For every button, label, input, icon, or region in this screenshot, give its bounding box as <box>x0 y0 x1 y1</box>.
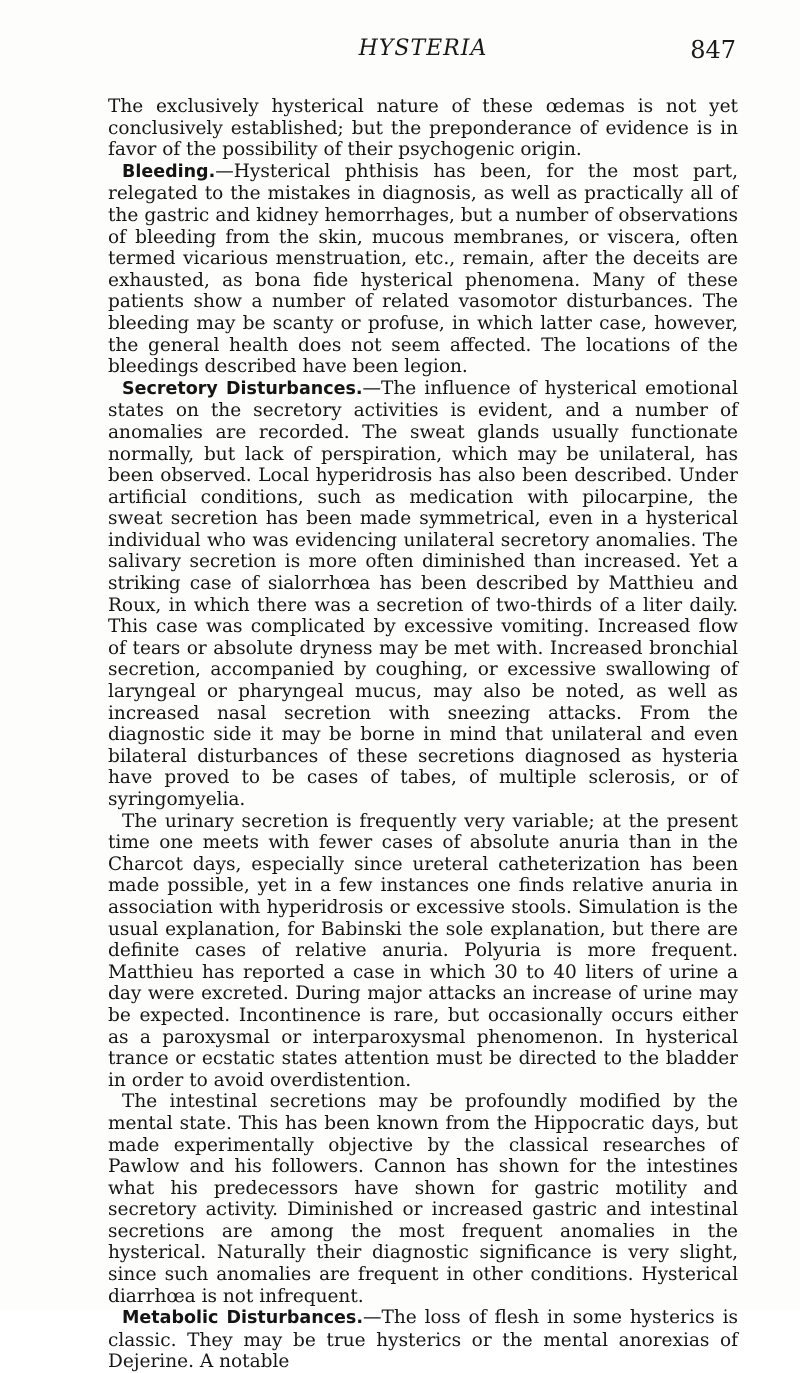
paragraph-text: The exclusively hysterical nature of these œdemas is not yet conclusively established; but the preponderance of evidence is in favor of the possibility of their psychogenic origin. <box>108 96 738 161</box>
paragraph-intestinal <box>108 1091 738 1307</box>
paragraph-text: The urinary secretion is frequently very variable; at the present time one meets with fewer cases of absolute anuria than in the Charcot days, especially since ureteral catheterization has been made possible, yet in a few instances one finds relative anuria in association with hyperidrosis or excessive stools. Simulation is the usual explanation, for Babinski the sole explanation, but there are definite cases of relative anuria. Polyuria is more frequent. Matthieu has reported a case in which 30 to 40 liters of urine a day were excreted. During major attacks an increase of urine may be expected. Incontinence is rare, but occasionally occurs either as a paroxysmal or interparoxysmal phenomenon. In hysterical trance or ecstatic states attention must be directed to the bladder in order to avoid overdistention. <box>108 810 738 1091</box>
paragraph-oedemas <box>108 96 738 161</box>
section-heading-metabolic-disturbances: Metabolic Disturbances. <box>122 1308 363 1329</box>
paragraph-text: —The loss of flesh in some hysterics is classic. They may be true hysterics or the mental anorexias of Dejerine. A notable <box>108 1307 738 1373</box>
paragraph-text: The intestinal secretions may be profoundly modified by the mental state. This has been known from the Hippocratic days, but made experimentally objective by the classical researches of Pawlow and his followers. Cannon has shown for the intestines what his predecessors have shown for gastric motility and secretory activity. Diminished or increased gastric and intestinal secretions are among the most frequent anomalies in the hysterical. Naturally their diagnostic significance is very slight, since such anomalies are frequent in other conditions. Hysterical diarrhœa is not infrequent. <box>108 1091 738 1307</box>
body-text <box>108 96 738 1373</box>
paragraph-metabolic <box>108 1307 738 1373</box>
paragraph-bleeding <box>108 161 738 378</box>
paragraph-text: —The influence of hysterical emotional states on the secretory activities is evident, and a number of anomalies are recorded. The sweat glands usually functionate normally, but lack of perspiration, which may be unilateral, has been observed. Local hyperidrosis has also been described. Under artificial conditions, such as medication with pilocarpine, the sweat secretion has been made symmetrical, even in a hysterical individual who was evidencing unilateral secretory anomalies. The salivary secretion is more often diminished than increased. Yet a striking case of sialorrhœa has been described by Matthieu and Roux, in which there was a secretion of two-thirds of a liter daily. This case was complicated by excessive vomiting. Increased flow of tears or absolute dryness may be met with. Increased bronchial secretion, accompanied by coughing, or excessive swallowing of laryngeal or pharyngeal mucus, may also be noted, as well as increased nasal secretion with sneezing attacks. From the diagnostic side it may be borne in mind that unilateral and even bilateral disturbances of these secretions diagnosed as hysteria have proved to be cases of tabes, of multiple sclerosis, or of syringomyelia. <box>108 377 738 810</box>
paragraph-secretory <box>108 378 738 811</box>
paragraph-text: —Hysterical phthisis has been, for the most part, relegated to the mistakes in diagnosis, as well as practically all of the gastric and kidney hemorrhages, but a number of observations of bleeding from the skin, mucous membranes, or viscera, often termed vicarious menstruation, etc., remain, after the deceits are exhausted, as bona fide hysterical phenomena. Many of these patients show a number of related vasomotor disturbances. The bleeding may be scanty or profuse, in which latter case, however, the general health does not seem affected. The locations of the bleedings described have been legion. <box>108 160 738 378</box>
section-heading-bleeding: Bleeding. <box>122 161 216 182</box>
paragraph-urinary <box>108 811 738 1092</box>
running-head <box>110 36 736 76</box>
section-heading-secretory-disturbances: Secretory Disturbances. <box>122 378 363 399</box>
running-title: HYSTERIA <box>358 36 488 61</box>
page-number: 847 <box>690 36 736 64</box>
